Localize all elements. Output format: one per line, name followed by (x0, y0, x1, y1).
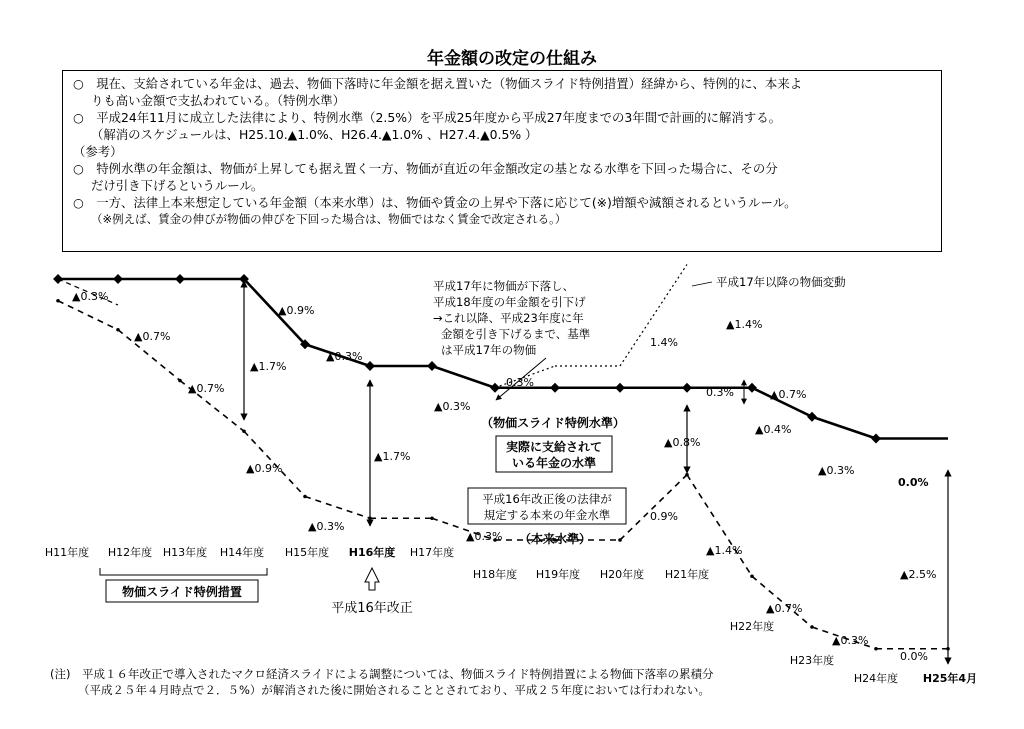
price-change-label: 平成17年以降の物価変動 (716, 275, 846, 289)
x-tick: H25年4月 (922, 672, 978, 685)
x-tick: H12年度 (107, 546, 153, 559)
solid-segment (812, 417, 876, 439)
x-tick: H18年度 (472, 568, 518, 581)
solid-change-label: ▲0.3% (434, 400, 471, 413)
solid-change-label: ▲0.9% (278, 304, 315, 317)
dashed-change-label: ▲1.4% (706, 544, 743, 557)
dashed-segment (58, 301, 118, 330)
gap-label: ▲2.5% (900, 568, 937, 581)
summary-line: ○ 現在、支給されている年金は、過去、物価下落時に年金額を据え置いた（物価スライド特例措置）経緯から、特例的に、本来よ (73, 76, 803, 91)
gap-label: ▲0.8% (664, 436, 701, 449)
footnote-line: (注) 平成１６年改正で導入されたマクロ経済スライドによる調整については、物価スライド特例措置による物価下落率の累積分 (50, 667, 714, 681)
x-tick: H16年度 (348, 546, 396, 559)
summary-line: （解消のスケジュールは、H25.10.▲1.0%、H26.4.▲1.0% 、H27.4.▲0.5% ） (91, 127, 538, 142)
h17-note-line: 金額を引き下げるまで、基準 (441, 327, 591, 341)
h17-note-line: →これ以降、平成23年度に年 (433, 311, 584, 325)
actual-level-name: （物価スライド特例水準） (481, 416, 625, 430)
dashed-change-label: 0.0% (900, 650, 928, 663)
dashed-change-label: ▲0.3% (832, 634, 869, 647)
dotted-change-label: 1.4% (650, 336, 678, 349)
reform-label: 平成16年改正 (331, 601, 413, 616)
dashed-change-label: ▲0.3% (466, 530, 503, 543)
solid-segment (432, 366, 495, 388)
x-tick: H14年度 (219, 546, 265, 559)
dashed-change-label: ▲0.3% (72, 290, 109, 303)
solid-change-label: ▲0.4% (755, 423, 792, 436)
summary-line: ○ 特例水準の年金額は、物価が上昇しても据え置く一方、物価が直近の年金額改定の基となる水準を下回った場合に、その分 (73, 161, 778, 176)
legal-level-name: （本来水準） (518, 532, 592, 546)
dotted-change-label: 0.3% (506, 376, 534, 389)
dashed-point (946, 647, 950, 651)
actual-level-box-line: いる年金の水準 (511, 456, 597, 470)
x-tick: H21年度 (664, 568, 710, 581)
solid-change-label: 0.0% (898, 476, 929, 489)
footnote-line: （平成２５年４月時点で２．５%）が解消された後に開始されることとされており、平成２５年度においては行われない。 (78, 683, 710, 697)
dashed-segment (305, 497, 370, 519)
summary-line: ○ 一方、法律上本来想定している年金額（本来水準）は、物価や賃金の上昇や下落に応じて(※)増額や減額されるというルール。 (73, 195, 797, 210)
dashed-change-label: ▲0.3% (308, 520, 345, 533)
gap-label: ▲1.7% (374, 450, 411, 463)
dotted-segment (620, 265, 687, 367)
h17-note-line: 平成17年に物価が下落し、 (433, 279, 575, 293)
solid-change-label: ▲0.3% (326, 350, 363, 363)
summary-line: りも高い金額で支払われている。（特例水準） (91, 93, 346, 108)
summary-line: ○ 平成24年11月に成立した法律により、特例水準（2.5%）を平成25年度から平成27年度までの3年間で計画的に解消する。 (73, 110, 781, 125)
dotted-change-label: ▲1.4% (726, 318, 763, 331)
x-tick: H17年度 (409, 546, 455, 559)
x-tick: H24年度 (853, 672, 899, 685)
dashed-segment (620, 475, 687, 540)
footnote (50, 666, 990, 698)
dashed-change-label: ▲0.7% (134, 330, 171, 343)
h17-note-line: 平成18年度の年金額を引下げ (433, 295, 586, 309)
dashed-change-label: 0.9% (650, 510, 678, 523)
bracket-label: 物価スライド特例措置 (122, 585, 242, 599)
page-title: 年金額の改定の仕組み (427, 49, 597, 69)
x-tick: H13年度 (162, 546, 208, 559)
summary-line: （※例えば、賃金の伸びが物価の伸びを下回った場合は、物価ではなく賃金で改定される。） (91, 212, 567, 226)
reform-arrow-icon (365, 568, 379, 590)
summary-line: （参考） (73, 144, 123, 159)
dashed-change-label: ▲0.7% (766, 602, 803, 615)
x-tick: H19年度 (535, 568, 581, 581)
dashed-change-label: ▲0.9% (246, 462, 283, 475)
x-tick: H20年度 (599, 568, 645, 581)
dotted-change-label: 0.3% (706, 386, 734, 399)
x-tick: H23年度 (789, 654, 835, 667)
solid-change-label: ▲0.3% (818, 464, 855, 477)
h17-note-line: は平成17年の物価 (441, 343, 537, 357)
price-change-pointer (692, 282, 712, 286)
x-tick: H22年度 (729, 620, 775, 633)
bracket (100, 568, 267, 575)
actual-level-box-line: 実際に支給されて (505, 440, 603, 454)
gap-label: ▲1.7% (250, 360, 287, 373)
legal-level-box-line: 規定する本来の年金水準 (483, 508, 611, 522)
x-tick: H11年度 (44, 546, 90, 559)
legal-level-box-line: 平成16年改正後の法律が (482, 492, 612, 506)
dashed-segment (687, 475, 752, 577)
dashed-change-label: ▲0.7% (188, 382, 225, 395)
dotted-change-label: ▲0.7% (770, 388, 807, 401)
x-tick: H15年度 (284, 546, 330, 559)
summary-line: だけ引き下げるというルール。 (91, 178, 264, 193)
